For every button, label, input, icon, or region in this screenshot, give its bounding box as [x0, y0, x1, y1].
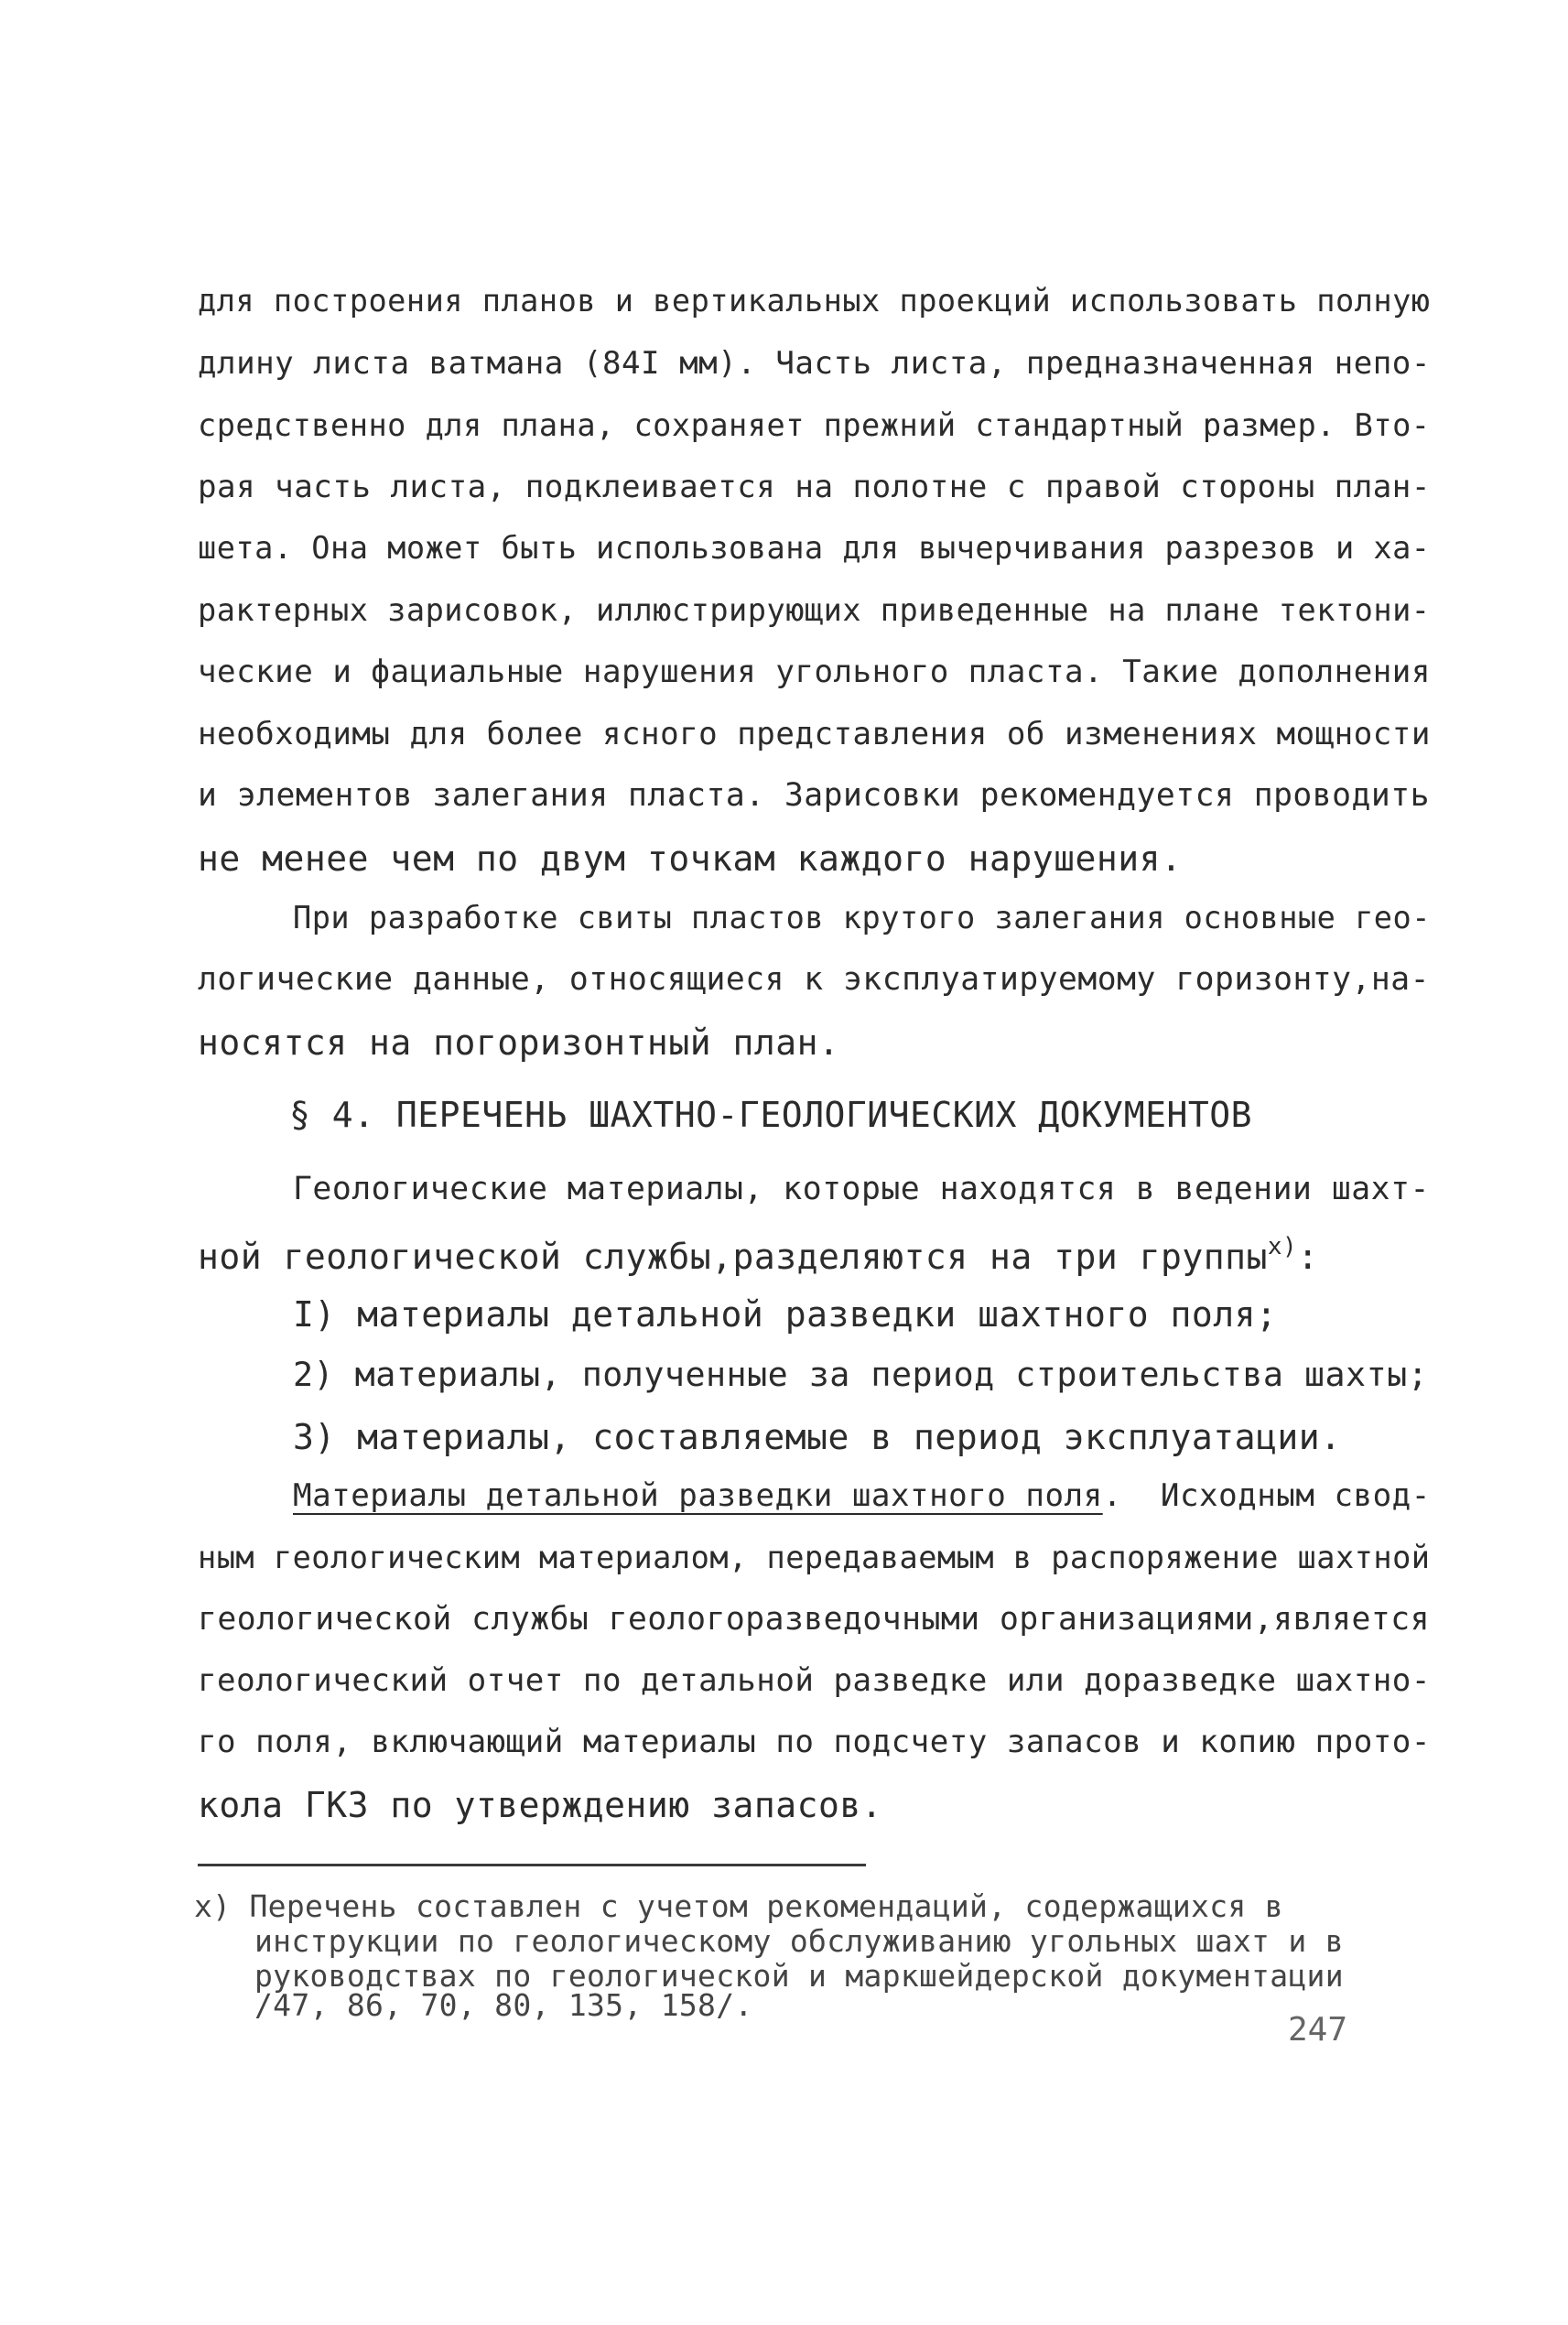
section-heading: § 4. ПЕРЕЧЕНЬ ШАХТНО-ГЕОЛОГИЧЕСКИХ ДОКУМЕНТОВ: [289, 1095, 1253, 1135]
footnote-line: инструкции по геологическому обслуживанию угольных шахт и в: [254, 1923, 1344, 1959]
page-number: 247: [1288, 2011, 1348, 2049]
body-line: носятся на погоризонтный план.: [198, 1022, 840, 1063]
list-item: I) материалы детальной разведки шахтного поля;: [293, 1294, 1278, 1335]
body-line: геологической службы геологоразведочными организациями,является: [198, 1601, 1430, 1638]
list-item: 2) материалы, полученные за период строительства шахты;: [293, 1355, 1429, 1394]
body-line: ческие и фациальные нарушения угольного пласта. Такие дополнения: [198, 654, 1431, 690]
body-line: для построения планов и вертикальных проекций использовать полную: [198, 283, 1431, 319]
subsection-first-line: [293, 1477, 1431, 1514]
body-line: длину листа ватмана (84I мм). Часть листа, предназначенная непо-: [198, 345, 1431, 382]
body-line: средственно для плана, сохраняет прежний стандартный размер. Вто-: [198, 407, 1431, 443]
footnote-marker: x): [1267, 1233, 1298, 1260]
subsection-title: Материалы детальной разведки шахтного поля: [293, 1477, 1103, 1514]
intro-colon: :: [1297, 1237, 1319, 1277]
section-intro-line: [198, 1233, 1319, 1277]
footnote-line: /47, 86, 70, 80, 135, 158/.: [254, 1987, 753, 2023]
body-line: необходимы для более ясного представления об изменениях мощности: [198, 716, 1431, 752]
footnote-line: руководствах по геологической и маркшейдерской документации: [254, 1958, 1344, 1994]
body-line: рактерных зарисовок, иллюстрирующих приведенные на плане тектони-: [198, 592, 1431, 628]
body-line: логические данные, относящиеся к эксплуатируемому горизонту,на-: [198, 961, 1430, 998]
body-line: шета. Она может быть использована для вычерчивания разрезов и ха-: [198, 530, 1431, 566]
section-intro-line: Геологические материалы, которые находятся в ведении шахт-: [293, 1171, 1430, 1207]
body-line: рая часть листа, подклеивается на полотне с правой стороны план-: [198, 469, 1431, 505]
body-line: При разработке свиты пластов крутого залегания основные гео-: [293, 900, 1431, 935]
body-line: ным геологическим материалом, передаваемым в распоряжение шахтной: [198, 1540, 1431, 1575]
body-line: не менее чем по двум точкам каждого нарушения.: [198, 838, 1183, 879]
body-line: го поля, включающий материалы по подсчету запасов и копию прото-: [198, 1724, 1431, 1760]
body-line: геологический отчет по детальной разведке или доразведке шахтно-: [198, 1662, 1431, 1699]
list-item: 3) материалы, составляемые в период эксплуатации.: [293, 1417, 1342, 1457]
footnote-divider: [198, 1864, 866, 1866]
body-line: и элементов залегания пласта. Зарисовки рекомендуется проводить: [198, 777, 1430, 814]
intro-text: ной геологической службы,разделяются на три группы: [198, 1237, 1268, 1277]
body-line: кола ГКЗ по утверждению запасов.: [198, 1785, 883, 1825]
subsection-title-tail: . Исходным свод-: [1102, 1477, 1431, 1514]
footnote-line: x) Перечень составлен с учетом рекомендаций, содержащихся в: [194, 1888, 1283, 1924]
